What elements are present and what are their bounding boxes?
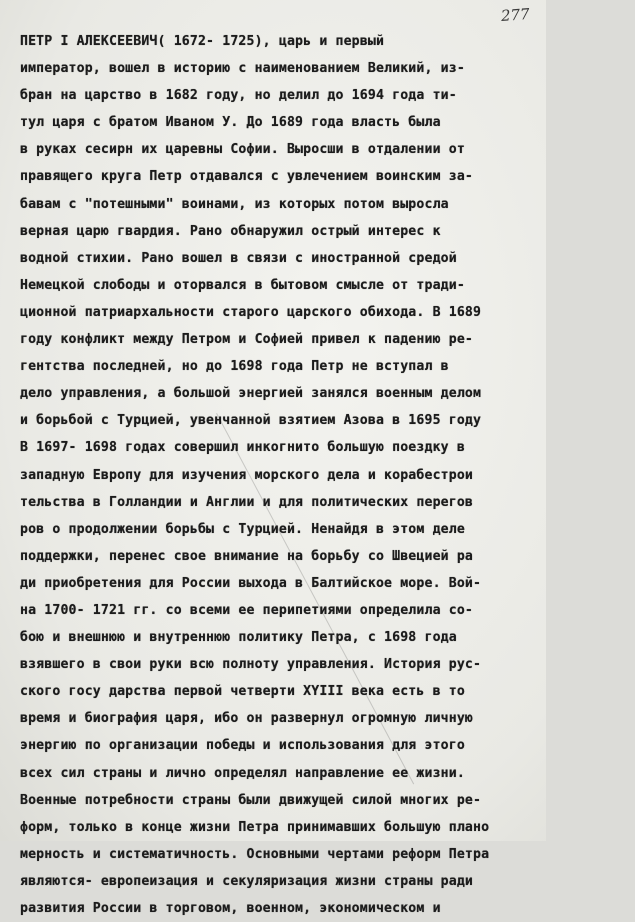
text-line: энергию по организации победы и использования для этого — [20, 738, 465, 754]
text-line: всех сил страны и лично определял направление ее жизни. — [20, 765, 465, 781]
text-line: тельства в Голландии и Англии и для политических перегов — [20, 494, 474, 510]
text-line: верная царю гвардия. Рано обнаружил острый интерес к — [20, 223, 441, 239]
folio-number: 277 — [500, 5, 531, 25]
text-line: дело управления, а большой энергией занялся военным делом — [20, 386, 482, 402]
text-line: являются- европеизация и секуляризация жизни страны ради — [20, 873, 474, 889]
text-line: гентства последней, но до 1698 года Петр не вступал в — [20, 359, 449, 375]
text-line: тул царя с братом Иваном У. До 1689 года власть была — [20, 115, 441, 131]
text-line: император, вошел в историю с наименованием Великий, из- — [20, 61, 465, 77]
text-line: ди приобретения для России выхода в Балтийское море. Вой- — [20, 575, 482, 591]
text-line: мерность и систематичность. Основными чертами реформ Петра — [20, 846, 490, 862]
text-line: водной стихии. Рано вошел в связи с иностранной средой — [20, 250, 457, 266]
text-line: в руках сесирн их царевны Софии. Выросши в отдалении от — [20, 142, 465, 158]
text-line: году конфликт между Петром и Софией привел к падению ре- — [20, 332, 474, 348]
text-line: поддержки, перенес свое внимание на борьбу со Швецией ра — [20, 548, 474, 564]
text-line: Военные потребности страны были движущей силой многих ре- — [20, 792, 482, 808]
text-line: ского госу дарства первой четверти XYIII века есть в то — [20, 684, 465, 700]
text-line: на 1700- 1721 гг. со всеми ее перипетиями определила со- — [20, 602, 474, 618]
text-line: правящего круга Петр отдавался с увлечением воинским за- — [20, 169, 474, 185]
text-line: ционной патриархальности старого царского обихода. В 1689 — [20, 304, 482, 320]
text-line: форм, только в конце жизни Петра принимавших большую плано — [20, 819, 490, 835]
text-line: Немецкой слободы и оторвался в бытовом смысле от тради- — [20, 277, 465, 293]
text-line: бою и внешнюю и внутреннюю политику Петра, с 1698 года — [20, 630, 457, 646]
text-line: западную Европу для изучения морского дела и корабестрои — [20, 467, 474, 483]
text-line: развития России в торговом, военном, экономическом и — [20, 901, 441, 916]
typewritten-text — [20, 28, 540, 922]
text-line: ров о продолжении борьбы с Турцией. Ненайдя в этом деле — [20, 521, 465, 537]
text-line: и борьбой с Турцией, увенчанной взятием Азова в 1695 году — [20, 413, 482, 429]
text-line: бран на царство в 1682 году, но делил до 1694 года ти- — [20, 88, 457, 104]
text-line: взявшего в свои руки всю полноту управления. История рус- — [20, 657, 482, 673]
text-line: ПЕТР I АЛЕКСЕЕВИЧ( 1672- 1725), царь и первый — [20, 34, 385, 49]
text-line: бавам с "потешными" воинами, из которых потом выросла — [20, 196, 449, 212]
text-line: В 1697- 1698 годах совершил инкогнито большую поездку в — [20, 440, 465, 456]
text-line: время и биография царя, ибо он развернул огромную личную — [20, 711, 474, 727]
